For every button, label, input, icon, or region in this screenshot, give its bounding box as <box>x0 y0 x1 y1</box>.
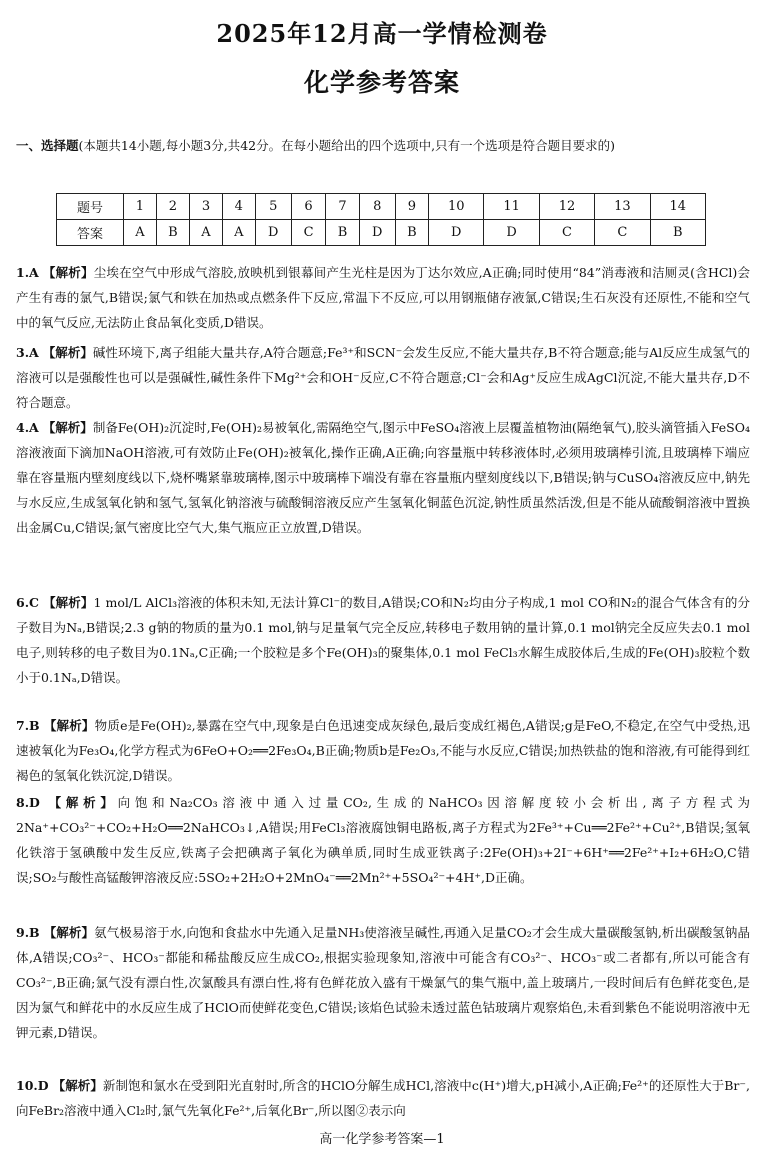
item-text: 碱性环境下,离子组能大量共存,A符合题意;Fe³⁺和SCN⁻会发生反应,不能大量共存,B不符合题意;能与Al反应生成氢气的溶液可以是强酸性也可以是强碱性,碱性条件下Mg²⁺会和OH⁻反应,C不符合题意;Cl⁻会和Ag⁺反应生成AgCl沉淀,不能大量共存,D不符合题意。 <box>16 345 750 410</box>
explanation-item <box>16 790 750 890</box>
question-number: 2 <box>156 194 189 220</box>
explanation-item <box>16 260 750 335</box>
question-number: 10 <box>429 194 484 220</box>
section-label: 一、选择题 <box>16 138 79 153</box>
question-number: 8 <box>359 194 395 220</box>
item-tag: 【解析】 <box>52 1078 103 1093</box>
row-label-question: 题号 <box>57 194 124 220</box>
answer-cell: D <box>359 220 395 246</box>
explanation-item <box>16 713 750 788</box>
question-number: 4 <box>222 194 255 220</box>
item-tag: 【解析】 <box>48 795 118 810</box>
answer-cell: C <box>595 220 650 246</box>
answer-cell: A <box>190 220 223 246</box>
item-number: 4.A <box>16 420 39 435</box>
item-number: 6.C <box>16 595 39 610</box>
item-tag: 【解析】 <box>43 925 95 940</box>
question-number: 13 <box>595 194 650 220</box>
item-text: 新制饱和氯水在受到阳光直射时,所含的HClO分解生成HCl,溶液中c(H⁺)增大,pH减小,A正确;Fe²⁺的还原性大于Br⁻,向FeBr₂溶液中通入Cl₂时,氯气先氧化Fe²⁺,后氧化Br⁻,所以图②表示向 <box>16 1078 750 1118</box>
item-tag: 【解析】 <box>43 718 95 733</box>
answer-cell: C <box>539 220 594 246</box>
item-number: 8.D <box>16 795 40 810</box>
question-number: 5 <box>255 194 291 220</box>
answer-row <box>57 220 706 246</box>
explanation-item <box>16 1073 750 1123</box>
answer-subtitle: 化学参考答案 <box>303 68 460 97</box>
answer-table <box>56 193 706 246</box>
question-number-row <box>57 194 706 220</box>
section-instructions: (本题共14小题,每小题3分,共42分。在每小题给出的四个选项中,只有一个选项是符合题目要求的) <box>78 138 615 153</box>
question-number: 3 <box>190 194 223 220</box>
row-label-answer: 答案 <box>57 220 124 246</box>
item-text: 尘埃在空气中形成气溶胶,放映机到银幕间产生光柱是因为丁达尔效应,A正确;同时使用“84”消毒液和洁厕灵(含HCl)会产生有毒的氯气,B错误;氯气和铁在加热或点燃条件下反应,常温下不反应,可以用钢瓶储存液氯,C错误;生石灰没有还原性,不能和空气中的氧气反应,无法防止食品氧化变质,D错误。 <box>16 265 750 330</box>
answer-cell: D <box>255 220 291 246</box>
answer-cell: B <box>326 220 359 246</box>
question-number: 1 <box>124 194 157 220</box>
item-text: 向饱和Na₂CO₃溶液中通入过量CO₂,生成的NaHCO₃因溶解度较小会析出,离子方程式为2Na⁺+CO₃²⁻+CO₂+H₂O══2NaHCO₃↓,A错误;用FeCl₃溶液腐蚀铜电路板,离子方程式为2Fe³⁺+Cu══2Fe²⁺+Cu²⁺,B错误;氢氧化铁溶于氢碘酸中发生反应,铁离子会把碘离子氧化为碘单质,同时生成亚铁离子:2Fe(OH)₃+2I⁻+6H⁺══2Fe²⁺+I₂+6H₂O,C错误;SO₂与酸性高锰酸钾溶液反应:5SO₂+2H₂O+2MnO₄⁻══2Mn²⁺+5SO₄²⁻+4H⁺,D正确。 <box>16 795 750 885</box>
answer-cell: A <box>222 220 255 246</box>
answer-cell: B <box>156 220 189 246</box>
item-tag: 【解析】 <box>42 420 93 435</box>
answer-cell: A <box>124 220 157 246</box>
explanation-item <box>16 590 750 690</box>
answer-cell: B <box>395 220 428 246</box>
question-number: 14 <box>650 194 705 220</box>
item-text: 物质e是Fe(OH)₂,暴露在空气中,现象是白色迅速变成灰绿色,最后变成红褐色,A错误;g是FeO,不稳定,在空气中受热,迅速被氧化为Fe₃O₄,化学方程式为6FeO+O₂══2Fe₃O₄,B正确;物质b是Fe₂O₃,不能与水反应,C错误;加热铁盐的饱和溶液,有可能得到红褐色的氢氧化铁沉淀,D错误。 <box>16 718 750 783</box>
explanation-item <box>16 415 750 540</box>
item-number: 10.D <box>16 1078 49 1093</box>
item-tag: 【解析】 <box>43 595 94 610</box>
page-footer: 高一化学参考答案—1 <box>319 1132 445 1147</box>
question-number: 6 <box>291 194 326 220</box>
question-number: 12 <box>539 194 594 220</box>
item-text: 制备Fe(OH)₂沉淀时,Fe(OH)₂易被氧化,需隔绝空气,图示中FeSO₄溶液上层覆盖植物油(隔绝氧气),胶头滴管插入FeSO₄溶液液面下滴加NaOH溶液,可有效防止Fe(OH)₂被氧化,操作正确,A正确;向容量瓶中转移液体时,必须用玻璃棒引流,且玻璃棒下端应靠在容量瓶内壁刻度线以下,烧杯嘴紧靠玻璃棒,图示中玻璃棒下端没有靠在容量瓶内壁刻度线以下,B错误;钠与CuSO₄溶液反应中,钠先与水反应,生成氢氧化钠和氢气,氢氧化钠溶液与硫酸铜溶液反应产生氢氧化铜蓝色沉淀,钠性质虽然活泼,但是不能从硫酸铜溶液中置换出金属Cu,C错误;氯气密度比空气大,集气瓶应正立放置,D错误。 <box>16 420 750 535</box>
answer-cell: D <box>484 220 539 246</box>
item-number: 7.B <box>16 718 40 733</box>
explanation-item <box>16 920 750 1045</box>
answer-cell: C <box>291 220 326 246</box>
item-number: 1.A <box>16 265 39 280</box>
question-number: 9 <box>395 194 428 220</box>
item-number: 3.A <box>16 345 39 360</box>
question-number: 11 <box>484 194 539 220</box>
question-number: 7 <box>326 194 359 220</box>
answer-cell: D <box>429 220 484 246</box>
answer-cell: B <box>650 220 705 246</box>
item-text: 氨气极易溶于水,向饱和食盐水中先通入足量NH₃使溶液呈碱性,再通入足量CO₂才会生成大量碳酸氢钠,析出碳酸氢钠晶体,A错误;CO₃²⁻、HCO₃⁻都能和稀盐酸反应生成CO₂,根据实验现象知,溶液中可能含有CO₃²⁻、HCO₃⁻或二者都有,所以可能含有CO₃²⁻,B正确;氯气没有漂白性,次氯酸具有漂白性,将有色鲜花放入盛有干燥氯气的集气瓶中,盖上玻璃片,一段时间后有色鲜花变色,是因为氯气和鲜花中的水反应生成了HClO而使鲜花变色,C错误;该焰色试验未透过蓝色钴玻璃片观察焰色,未看到紫色不能说明溶液中无钾元素,D错误。 <box>16 925 750 1040</box>
explanation-item <box>16 340 750 415</box>
item-text: 1 mol/L AlCl₃溶液的体积未知,无法计算Cl⁻的数目,A错误;CO和N₂均由分子构成,1 mol CO和N₂的混合气体含有的分子数目为Nₐ,B错误;2.3 g钠的物质的量为0.1 mol,钠与足量氧气完全反应,转移电子数用钠的量计算,0.1 mol钠完全反应失去0.1 mol电子,则转移的电子数目为0.1Nₐ,C正确;一个胶粒是多个Fe(OH)₃的聚集体,0.1 mol FeCl₃水解生成胶体后,生成的Fe(OH)₃胶粒个数小于0.1Nₐ,D错误。 <box>16 595 750 685</box>
section-heading <box>16 136 750 156</box>
exam-title: 2025年12月高一学情检测卷 <box>216 19 548 48</box>
item-number: 9.B <box>16 925 40 940</box>
item-tag: 【解析】 <box>42 345 93 360</box>
item-tag: 【解析】 <box>42 265 94 280</box>
